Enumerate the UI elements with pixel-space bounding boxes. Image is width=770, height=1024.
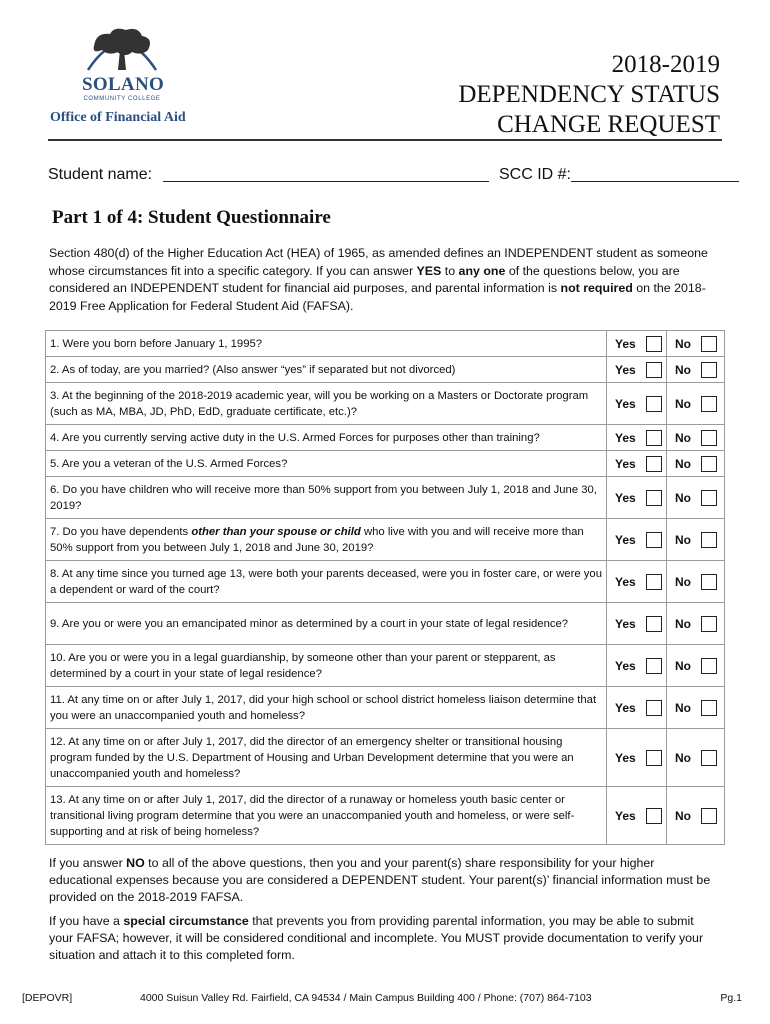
question-text: 12. At any time on or after July 1, 2017, did the director of an emergency shelter or transitional housing program funded by the U.S. Department of Housing and Urban Development determine that you were an unaccompanied youth and homeless? [46, 729, 607, 787]
footer-address: 4000 Suisun Valley Rd. Fairfield, CA 94534 / Main Campus Building 400 / Phone: (707) 864-7103 [140, 992, 592, 1004]
yes-checkbox[interactable] [646, 532, 662, 548]
logo-college-subtext: COMMUNITY COLLEGE [83, 96, 161, 102]
college-logo [50, 24, 210, 134]
yes-checkbox[interactable] [646, 490, 662, 506]
yes-answer-cell [607, 519, 667, 561]
yes-label: Yes [615, 336, 636, 351]
question-text: 6. Do you have children who will receive more than 50% support from you between July 1, 2018 and June 30, 2019? [46, 477, 607, 519]
yes-checkbox[interactable] [646, 362, 662, 378]
yes-label: Yes [615, 490, 636, 505]
no-label: No [675, 808, 691, 823]
student-name-field[interactable] [163, 166, 489, 182]
no-label: No [675, 396, 691, 411]
no-checkbox[interactable] [701, 574, 717, 590]
yes-checkbox[interactable] [646, 396, 662, 412]
title-line-1: DEPENDENCY STATUS [458, 81, 720, 108]
no-answer-cell [667, 451, 725, 477]
question-text: 11. At any time on or after July 1, 2017, did your high school or school district homeless liaison determine that you were an unaccompanied youth and homeless? [46, 687, 607, 729]
dependent-paragraph: If you answer NO to all of the above questions, then you and your parent(s) share responsibility for your higher educational expenses because you are considered a DEPENDENT student. Your parent(s)’ financial information must be provided on the 2018-2019 FAFSA. [49, 856, 711, 904]
yes-label: Yes [615, 574, 636, 589]
tree-logo-icon [82, 24, 162, 72]
no-label: No [675, 700, 691, 715]
question-row [46, 787, 725, 845]
no-label: No [675, 362, 691, 377]
question-text: 2. As of today, are you married? (Also answer “yes” if separated but not divorced) [46, 357, 607, 383]
no-answer-cell [667, 425, 725, 451]
yes-answer-cell [607, 645, 667, 687]
no-answer-cell [667, 561, 725, 603]
question-text: 8. At any time since you turned age 13, were both your parents deceased, were you in foster care, or were you a dependent or ward of the court? [46, 561, 607, 603]
yes-checkbox[interactable] [646, 430, 662, 446]
question-row [46, 451, 725, 477]
questionnaire-table [45, 330, 725, 845]
yes-answer-cell [607, 331, 667, 357]
no-label: No [675, 574, 691, 589]
scc-id-field[interactable] [571, 166, 739, 182]
yes-label: Yes [615, 658, 636, 673]
question-row [46, 357, 725, 383]
question-text: 5. Are you a veteran of the U.S. Armed Forces? [46, 451, 607, 477]
office-name: Office of Financial Aid [50, 110, 186, 125]
yes-answer-cell [607, 383, 667, 425]
no-answer-cell [667, 477, 725, 519]
yes-checkbox[interactable] [646, 574, 662, 590]
yes-label: Yes [615, 616, 636, 631]
yes-answer-cell [607, 561, 667, 603]
no-checkbox[interactable] [701, 490, 717, 506]
no-checkbox[interactable] [701, 396, 717, 412]
no-label: No [675, 430, 691, 445]
intro-paragraph: Section 480(d) of the Higher Education Act (HEA) of 1965, as amended defines an INDEPENDENT student as someone whose circumstances fit into a specific category. If you can answer YES to any one of the questions below, you are considered an INDEPENDENT student for financial aid purposes, and parental information is not required on the 2018-2019 Free Application for Federal Student Aid (FAFSA). [49, 246, 708, 313]
no-answer-cell [667, 645, 725, 687]
question-row [46, 425, 725, 451]
yes-label: Yes [615, 362, 636, 377]
no-checkbox[interactable] [701, 658, 717, 674]
no-label: No [675, 658, 691, 673]
title-line-2: CHANGE REQUEST [497, 111, 720, 138]
no-checkbox[interactable] [701, 362, 717, 378]
yes-answer-cell [607, 357, 667, 383]
yes-checkbox[interactable] [646, 658, 662, 674]
yes-checkbox[interactable] [646, 336, 662, 352]
yes-answer-cell [607, 603, 667, 645]
yes-answer-cell [607, 787, 667, 845]
no-answer-cell [667, 729, 725, 787]
yes-answer-cell [607, 687, 667, 729]
header-divider [48, 139, 722, 141]
yes-label: Yes [615, 700, 636, 715]
no-answer-cell [667, 687, 725, 729]
question-text: 9. Are you or were you an emancipated minor as determined by a court in your state of legal residence? [46, 603, 607, 645]
no-checkbox[interactable] [701, 808, 717, 824]
question-row [46, 383, 725, 425]
page-number: Pg.1 [720, 992, 742, 1004]
yes-answer-cell [607, 451, 667, 477]
no-answer-cell [667, 603, 725, 645]
yes-label: Yes [615, 456, 636, 471]
yes-checkbox[interactable] [646, 616, 662, 632]
question-text: 1. Were you born before January 1, 1995? [46, 331, 607, 357]
question-text: 3. At the beginning of the 2018-2019 academic year, will you be working on a Masters or Doctorate program (such as MA, MBA, JD, PhD, EdD, graduate certificate, etc.)? [46, 383, 607, 425]
question-row [46, 645, 725, 687]
logo-college-name: SOLANO [82, 74, 165, 95]
question-row [46, 561, 725, 603]
no-label: No [675, 490, 691, 505]
yes-checkbox[interactable] [646, 700, 662, 716]
yes-label: Yes [615, 808, 636, 823]
question-text: 13. At any time on or after July 1, 2017, did the director of a runaway or homeless youth basic center or transitional living program determine that you were an unaccompanied youth and homeless, or were self-supporting and at risk of being homeless? [46, 787, 607, 845]
no-checkbox[interactable] [701, 750, 717, 766]
scc-id-label: SCC ID #: [498, 166, 571, 183]
form-title [458, 50, 720, 140]
yes-label: Yes [615, 430, 636, 445]
yes-label: Yes [615, 396, 636, 411]
question-row [46, 519, 725, 561]
no-label: No [675, 456, 691, 471]
yes-answer-cell [607, 477, 667, 519]
no-answer-cell [667, 787, 725, 845]
question-row [46, 687, 725, 729]
form-code: [DEPOVR] [22, 992, 73, 1004]
no-label: No [675, 532, 691, 547]
question-text: 10. Are you or were you in a legal guardianship, by someone other than your parent or stepparent, as determined by a court in your state of legal residence? [46, 645, 607, 687]
no-checkbox[interactable] [701, 336, 717, 352]
question-row [46, 331, 725, 357]
yes-label: Yes [615, 750, 636, 765]
no-checkbox[interactable] [701, 616, 717, 632]
no-answer-cell [667, 519, 725, 561]
no-label: No [675, 750, 691, 765]
question-text: 4. Are you currently serving active duty in the U.S. Armed Forces for purposes other than training? [46, 425, 607, 451]
student-name-label: Student name: [48, 166, 153, 183]
no-label: No [675, 616, 691, 631]
no-answer-cell [667, 383, 725, 425]
yes-checkbox[interactable] [646, 750, 662, 766]
yes-answer-cell [607, 425, 667, 451]
no-checkbox[interactable] [701, 456, 717, 472]
yes-answer-cell [607, 729, 667, 787]
question-text: 7. Do you have dependents other than your spouse or child who live with you and will receive more than 50% support from you between July 1, 2018 and June 30, 2019? [46, 519, 607, 561]
no-checkbox[interactable] [701, 700, 717, 716]
question-row [46, 729, 725, 787]
part-heading: Part 1 of 4: Student Questionnaire [52, 207, 331, 228]
no-checkbox[interactable] [701, 532, 717, 548]
student-info-line [48, 166, 722, 184]
no-checkbox[interactable] [701, 430, 717, 446]
yes-label: Yes [615, 532, 636, 547]
no-label: No [675, 336, 691, 351]
no-answer-cell [667, 331, 725, 357]
question-row [46, 477, 725, 519]
question-row [46, 603, 725, 645]
title-year: 2018-2019 [611, 51, 720, 78]
yes-checkbox[interactable] [646, 808, 662, 824]
special-circumstance-paragraph: If you have a special circumstance that prevents you from providing parental information, you may be able to submit your FAFSA; however, it will be considered conditional and incomplete. You MUST provide documentation to verify your situation and attach it to this completed form. [49, 914, 704, 962]
yes-checkbox[interactable] [646, 456, 662, 472]
no-answer-cell [667, 357, 725, 383]
